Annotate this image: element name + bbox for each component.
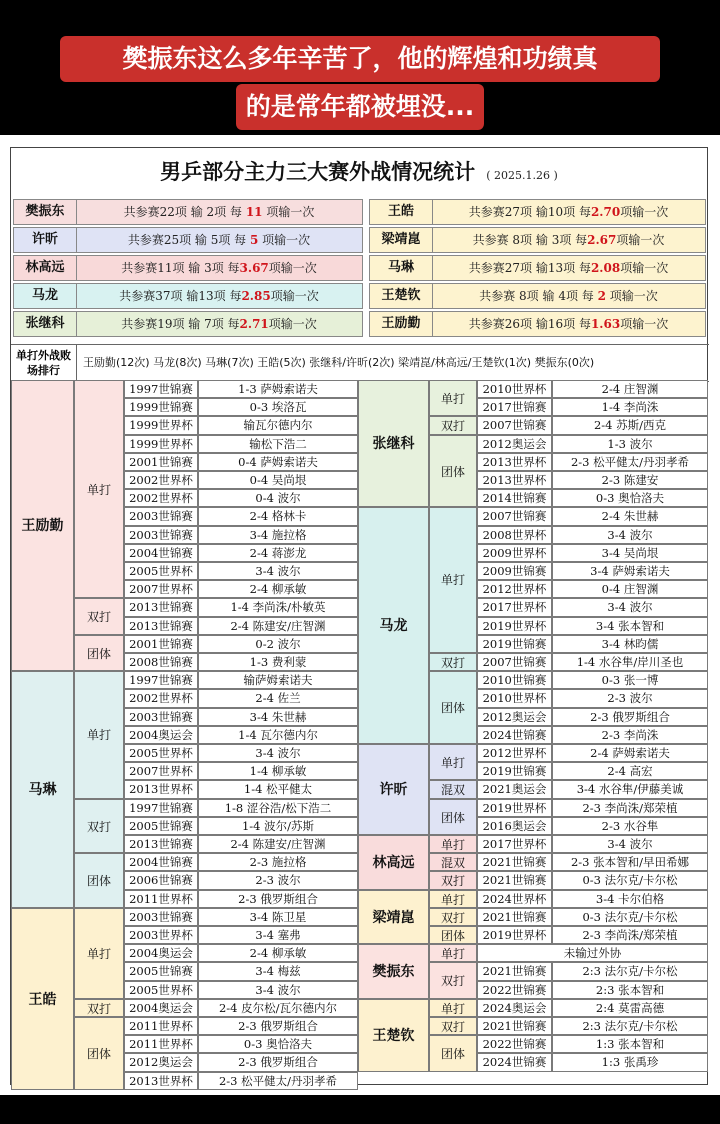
match-result-cell: 3-4 波尔 bbox=[552, 835, 708, 853]
summary-text-end: 项输一次 bbox=[620, 317, 669, 331]
match-event-cell: 2013世界杯 bbox=[477, 471, 552, 489]
match-event-cell: 2004世锦赛 bbox=[124, 544, 198, 562]
match-event-cell: 2010世界杯 bbox=[477, 380, 552, 398]
match-result-cell: 3-4 张本智和 bbox=[552, 617, 708, 635]
loss-ranking-row bbox=[11, 344, 709, 382]
summary-rate: 2.71 bbox=[239, 317, 269, 331]
event-category-cell: 单打 bbox=[74, 908, 124, 999]
event-category-cell: 双打 bbox=[429, 653, 477, 671]
match-event-cell: 2001世锦赛 bbox=[124, 635, 198, 653]
summary-text-end: 项输一次 bbox=[620, 261, 669, 275]
match-event-cell: 2002世界杯 bbox=[124, 689, 198, 707]
event-category-cell: 混双 bbox=[429, 780, 477, 798]
table-date: ( 2025.1.26 ) bbox=[486, 169, 558, 182]
summary-record bbox=[76, 312, 362, 336]
match-result-cell: 2-4 高宏 bbox=[552, 762, 708, 780]
match-result-cell: 输瓦尔德内尔 bbox=[198, 416, 358, 434]
match-result-cell: 2-4 陈建安/庄智渊 bbox=[198, 835, 358, 853]
match-event-cell: 2009世锦赛 bbox=[477, 562, 552, 580]
match-result-cell: 3-4 朱世赫 bbox=[198, 708, 358, 726]
summary-text: 共参赛27项 输13项 每 bbox=[468, 261, 591, 275]
event-category-cell: 单打 bbox=[429, 890, 477, 908]
event-category-cell: 双打 bbox=[429, 962, 477, 998]
match-event-cell: 2021世锦赛 bbox=[477, 962, 552, 980]
match-event-cell: 2011世界杯 bbox=[124, 890, 198, 908]
event-category-cell: 团体 bbox=[74, 853, 124, 908]
post-caption bbox=[60, 36, 660, 130]
match-event-cell: 2017世界杯 bbox=[477, 835, 552, 853]
match-event-cell: 2019世界杯 bbox=[477, 617, 552, 635]
match-event-cell: 2003世锦赛 bbox=[124, 526, 198, 544]
summary-rate: 2.85 bbox=[241, 289, 271, 303]
match-event-cell: 2006世锦赛 bbox=[124, 871, 198, 889]
match-result-cell: 2:3 张本智和 bbox=[552, 981, 708, 999]
player-name-cell: 林高远 bbox=[358, 835, 429, 890]
match-event-cell: 2013世界杯 bbox=[124, 1072, 198, 1090]
match-result-cell: 3-4 吴尚垠 bbox=[552, 544, 708, 562]
summary-row bbox=[13, 227, 363, 253]
match-event-cell: 2022世锦赛 bbox=[477, 981, 552, 999]
match-event-cell: 2024奥运会 bbox=[477, 999, 552, 1017]
table-title: 男乒部分主力三大赛外战情况统计 bbox=[160, 160, 476, 184]
summary-row bbox=[369, 227, 706, 253]
summary-record bbox=[432, 256, 705, 280]
match-event-cell: 2002世界杯 bbox=[124, 489, 198, 507]
summary-text-end: 项输一次 bbox=[620, 205, 669, 219]
summary-text: 共参赛11项 输 3项 每 bbox=[121, 261, 240, 275]
match-event-cell: 1999世界杯 bbox=[124, 416, 198, 434]
player-name-cell: 许昕 bbox=[358, 744, 429, 835]
match-result-cell: 2-3 松平健太/丹羽孝希 bbox=[198, 1072, 358, 1090]
match-result-cell: 2:4 莫雷高德 bbox=[552, 999, 708, 1017]
match-event-cell: 2003世锦赛 bbox=[124, 708, 198, 726]
match-event-cell: 2024世界杯 bbox=[477, 890, 552, 908]
match-result-cell: 2-3 陈建安 bbox=[552, 471, 708, 489]
match-event-cell: 2013世界杯 bbox=[124, 780, 198, 798]
match-result-cell: 2-4 蒋澎龙 bbox=[198, 544, 358, 562]
player-name-cell: 马琳 bbox=[11, 671, 74, 908]
match-event-cell: 2005世锦赛 bbox=[124, 962, 198, 980]
player-name-cell: 王楚钦 bbox=[358, 999, 429, 1072]
summary-text: 共参赛26项 输16项 每 bbox=[468, 317, 591, 331]
match-event-cell: 1997世锦赛 bbox=[124, 671, 198, 689]
match-event-cell: 1999世界杯 bbox=[124, 435, 198, 453]
summary-text-end: 项输一次 bbox=[262, 205, 315, 219]
match-event-cell: 2004奥运会 bbox=[124, 999, 198, 1017]
event-category-cell: 双打 bbox=[74, 598, 124, 634]
match-result-cell: 1-4 水谷隼/岸川圣也 bbox=[552, 653, 708, 671]
summary-rate: 2.08 bbox=[590, 261, 621, 275]
match-result-cell: 输松下浩二 bbox=[198, 435, 358, 453]
summary-text: 共参赛 8项 输 3项 每 bbox=[472, 233, 588, 247]
match-result-cell: 3-4 波尔 bbox=[552, 598, 708, 616]
summary-text: 共参赛37项 输13项 每 bbox=[119, 289, 242, 303]
match-event-cell: 2021世锦赛 bbox=[477, 871, 552, 889]
player-name-cell: 马龙 bbox=[358, 507, 429, 744]
match-event-cell: 2010世锦赛 bbox=[477, 671, 552, 689]
event-category-cell: 单打 bbox=[429, 999, 477, 1017]
match-result-cell: 2-3 施拉格 bbox=[198, 853, 358, 871]
event-category-cell: 双打 bbox=[429, 1017, 477, 1035]
summary-rate: 11 bbox=[245, 205, 263, 219]
caption-line-2: 的是常年都被埋没... bbox=[236, 84, 485, 130]
match-event-cell: 2014世锦赛 bbox=[477, 489, 552, 507]
summary-record bbox=[76, 228, 362, 252]
event-category-cell: 团体 bbox=[74, 1017, 124, 1090]
match-result-cell: 2-3 波尔 bbox=[198, 871, 358, 889]
match-result-cell: 0-4 吴尚垠 bbox=[198, 471, 358, 489]
match-event-cell: 2007世界杯 bbox=[124, 762, 198, 780]
match-event-cell: 2003世锦赛 bbox=[124, 507, 198, 525]
match-event-cell: 2013世锦赛 bbox=[124, 617, 198, 635]
match-result-cell: 2:3 法尔克/卡尔松 bbox=[552, 962, 708, 980]
event-category-cell: 团体 bbox=[429, 926, 477, 944]
match-event-cell: 2024世锦赛 bbox=[477, 1053, 552, 1071]
stats-table bbox=[10, 147, 708, 1088]
event-category-cell: 团体 bbox=[429, 435, 477, 508]
event-category-cell: 双打 bbox=[429, 908, 477, 926]
match-event-cell: 2002世界杯 bbox=[124, 471, 198, 489]
summary-record bbox=[432, 200, 705, 224]
match-result-cell: 2-4 佐兰 bbox=[198, 689, 358, 707]
match-result-cell: 2-4 庄智渊 bbox=[552, 380, 708, 398]
match-event-cell: 2004世锦赛 bbox=[124, 853, 198, 871]
match-result-cell: 2-3 李尚洙 bbox=[552, 726, 708, 744]
match-event-cell: 1997世锦赛 bbox=[124, 380, 198, 398]
match-event-cell: 2012世界杯 bbox=[477, 580, 552, 598]
match-event-cell: 2013世界杯 bbox=[477, 453, 552, 471]
match-event-cell: 2005世界杯 bbox=[124, 981, 198, 999]
summary-text-end: 项输一次 bbox=[605, 289, 658, 303]
summary-text: 共参赛27项 输10项 每 bbox=[468, 205, 591, 219]
event-category-cell: 团体 bbox=[74, 635, 124, 671]
player-name-cell: 张继科 bbox=[358, 380, 429, 507]
summary-player-name: 王励勤 bbox=[370, 312, 433, 336]
match-result-cell: 2-4 柳承敏 bbox=[198, 580, 358, 598]
match-event-cell: 2019世界杯 bbox=[477, 799, 552, 817]
match-event-cell: 2005世界杯 bbox=[124, 744, 198, 762]
match-event-cell: 2012奥运会 bbox=[477, 708, 552, 726]
match-event-cell: 2011世界杯 bbox=[124, 1035, 198, 1053]
match-result-cell: 2-3 俄罗斯组合 bbox=[552, 708, 708, 726]
event-category-cell: 团体 bbox=[429, 799, 477, 835]
summary-row bbox=[13, 311, 363, 337]
match-result-cell: 0-3 奥恰洛夫 bbox=[198, 1035, 358, 1053]
match-event-cell: 1999世锦赛 bbox=[124, 398, 198, 416]
summary-text: 共参赛22项 输 2项 每 bbox=[123, 205, 246, 219]
summary-record bbox=[432, 312, 705, 336]
match-result-cell: 1-4 李尚洙 bbox=[552, 398, 708, 416]
match-event-cell: 2005世锦赛 bbox=[124, 817, 198, 835]
match-event-cell: 2009世界杯 bbox=[477, 544, 552, 562]
match-result-cell: 0-3 埃洛瓦 bbox=[198, 398, 358, 416]
event-category-cell: 单打 bbox=[429, 835, 477, 853]
summary-text-end: 项输一次 bbox=[270, 289, 319, 303]
match-event-cell: 2021世锦赛 bbox=[477, 908, 552, 926]
match-event-cell: 2012世界杯 bbox=[477, 744, 552, 762]
event-category-cell: 单打 bbox=[74, 380, 124, 598]
event-category-cell: 单打 bbox=[429, 507, 477, 653]
summary-player-name: 梁靖崑 bbox=[370, 228, 433, 252]
event-category-cell: 混双 bbox=[429, 853, 477, 871]
match-result-cell: 2-4 皮尔松/瓦尔德内尔 bbox=[198, 999, 358, 1017]
event-category-cell: 团体 bbox=[429, 671, 477, 744]
match-event-cell: 2021奥运会 bbox=[477, 780, 552, 798]
summary-rate: 2 bbox=[597, 289, 606, 303]
match-event-cell: 2007世锦赛 bbox=[477, 507, 552, 525]
event-category-cell: 单打 bbox=[429, 380, 477, 416]
match-event-cell: 2010世界杯 bbox=[477, 689, 552, 707]
table-title-bar bbox=[11, 148, 707, 196]
match-result-cell: 2-3 水谷隼 bbox=[552, 817, 708, 835]
event-category-cell: 单打 bbox=[429, 944, 477, 962]
match-event-cell: 2003世界杯 bbox=[124, 926, 198, 944]
match-result-cell: 3-4 陈卫星 bbox=[198, 908, 358, 926]
match-result-cell: 2-3 松平健太/丹羽孝希 bbox=[552, 453, 708, 471]
match-result-cell: 2-4 柳承敏 bbox=[198, 944, 358, 962]
summary-player-name: 马琳 bbox=[370, 256, 433, 280]
match-result-cell: 1-3 波尔 bbox=[552, 435, 708, 453]
match-event-cell: 2019世锦赛 bbox=[477, 762, 552, 780]
summary-rate: 2.70 bbox=[590, 205, 621, 219]
caption-line-1: 樊振东这么多年辛苦了，他的辉煌和功绩真 bbox=[60, 36, 660, 82]
summary-row bbox=[369, 255, 706, 281]
match-event-cell: 2011世界杯 bbox=[124, 1017, 198, 1035]
summary-record bbox=[76, 200, 362, 224]
match-result-cell: 1:3 张禹珍 bbox=[552, 1053, 708, 1071]
match-result-cell: 2-4 朱世赫 bbox=[552, 507, 708, 525]
match-result-cell: 3-4 波尔 bbox=[198, 744, 358, 762]
match-result-cell: 2-4 陈建安/庄智渊 bbox=[198, 617, 358, 635]
event-category-cell: 双打 bbox=[74, 799, 124, 854]
match-event-cell: 2019世锦赛 bbox=[477, 635, 552, 653]
match-event-cell: 2022世锦赛 bbox=[477, 1035, 552, 1053]
match-result-cell: 0-4 萨姆索诺夫 bbox=[198, 453, 358, 471]
match-result-cell: 1-4 瓦尔德内尔 bbox=[198, 726, 358, 744]
match-event-cell: 2008世界杯 bbox=[477, 526, 552, 544]
match-event-cell: 2003世锦赛 bbox=[124, 908, 198, 926]
summary-rate: 5 bbox=[249, 233, 259, 247]
match-event-cell: 2004奥运会 bbox=[124, 726, 198, 744]
summary-row bbox=[13, 199, 363, 225]
summary-player-name: 林高远 bbox=[14, 256, 77, 280]
match-result-cell: 3-4 波尔 bbox=[198, 981, 358, 999]
match-event-cell: 2017世锦赛 bbox=[477, 398, 552, 416]
match-event-cell: 2007世锦赛 bbox=[477, 653, 552, 671]
match-event-cell: 2005世界杯 bbox=[124, 562, 198, 580]
summary-rate: 3.67 bbox=[239, 261, 269, 275]
player-name-cell: 王励勤 bbox=[11, 380, 74, 671]
summary-text-end: 项输一次 bbox=[616, 233, 665, 247]
match-result-cell: 2-3 波尔 bbox=[552, 689, 708, 707]
match-result-cell: 3-4 梅兹 bbox=[198, 962, 358, 980]
match-result-cell: 1-3 萨姆索诺夫 bbox=[198, 380, 358, 398]
match-result-cell: 1-4 波尔/苏斯 bbox=[198, 817, 358, 835]
match-result-cell: 3-4 卡尔伯格 bbox=[552, 890, 708, 908]
match-result-cell: 2:3 法尔克/卡尔松 bbox=[552, 1017, 708, 1035]
summary-text-end: 项输一次 bbox=[268, 317, 317, 331]
match-result-cell: 0-3 法尔克/卡尔松 bbox=[552, 908, 708, 926]
match-event-cell: 2024世锦赛 bbox=[477, 726, 552, 744]
match-result-cell: 2-3 李尚洙/郑荣植 bbox=[552, 926, 708, 944]
match-result-cell: 3-4 水谷隼/伊藤美诚 bbox=[552, 780, 708, 798]
match-event-cell: 2001世锦赛 bbox=[124, 453, 198, 471]
event-category-cell: 双打 bbox=[429, 416, 477, 434]
match-result-cell: 1-4 柳承敏 bbox=[198, 762, 358, 780]
match-event-cell: 2013世锦赛 bbox=[124, 835, 198, 853]
player-name-cell: 王皓 bbox=[11, 908, 74, 1090]
summary-row bbox=[13, 255, 363, 281]
match-result-cell: 1-3 费利蒙 bbox=[198, 653, 358, 671]
match-event-cell: 1997世锦赛 bbox=[124, 799, 198, 817]
stats-sheet bbox=[0, 135, 720, 1095]
match-result-cell: 2-4 苏斯/西克 bbox=[552, 416, 708, 434]
event-category-cell: 单打 bbox=[74, 671, 124, 798]
match-result-cell: 0-3 张一博 bbox=[552, 671, 708, 689]
match-result-cell: 1:3 张本智和 bbox=[552, 1035, 708, 1053]
event-category-cell: 团体 bbox=[429, 1035, 477, 1071]
event-category-cell: 单打 bbox=[429, 744, 477, 780]
match-event-cell: 2007世界杯 bbox=[124, 580, 198, 598]
loss-ranking-values: 王励勤(12次) 马龙(8次) 马琳(7次) 王皓(5次) 张继科/许昕(2次) 梁靖崑/林高远/王楚钦(1次) 樊振东(0次) bbox=[83, 356, 595, 369]
match-result-cell: 3-4 林昀儒 bbox=[552, 635, 708, 653]
match-event-cell: 2017世界杯 bbox=[477, 598, 552, 616]
match-result-cell: 2-4 萨姆索诺夫 bbox=[552, 744, 708, 762]
match-result-cell: 未输过外协 bbox=[477, 944, 708, 962]
match-event-cell: 2012奥运会 bbox=[124, 1053, 198, 1071]
match-result-cell: 2-3 李尚洙/郑荣植 bbox=[552, 799, 708, 817]
match-event-cell: 2008世锦赛 bbox=[124, 653, 198, 671]
summary-row bbox=[13, 283, 363, 309]
summary-row bbox=[369, 283, 706, 309]
match-event-cell: 2007世锦赛 bbox=[477, 416, 552, 434]
summary-row bbox=[369, 199, 706, 225]
match-event-cell: 2021世锦赛 bbox=[477, 853, 552, 871]
summary-record bbox=[432, 228, 705, 252]
summary-text: 共参赛19项 输 7项 每 bbox=[121, 317, 240, 331]
summary-row bbox=[369, 311, 706, 337]
match-result-cell: 输萨姆索诺夫 bbox=[198, 671, 358, 689]
summary-player-name: 许昕 bbox=[14, 228, 77, 252]
match-result-cell: 0-2 波尔 bbox=[198, 635, 358, 653]
match-result-cell: 3-4 施拉格 bbox=[198, 526, 358, 544]
match-event-cell: 2019世界杯 bbox=[477, 926, 552, 944]
summary-player-name: 王楚钦 bbox=[370, 284, 433, 308]
loss-ranking-label: 单打外战败场排行 bbox=[11, 345, 77, 381]
match-event-cell: 2013世锦赛 bbox=[124, 598, 198, 616]
match-result-cell: 2-3 张本智和/早田希娜 bbox=[552, 853, 708, 871]
match-result-cell: 2-3 俄罗斯组合 bbox=[198, 1017, 358, 1035]
match-result-cell: 3-4 波尔 bbox=[552, 526, 708, 544]
match-result-cell: 0-4 波尔 bbox=[198, 489, 358, 507]
summary-text: 共参赛 8项 输 4项 每 bbox=[479, 289, 598, 303]
match-result-cell: 2-4 格林卡 bbox=[198, 507, 358, 525]
match-result-cell: 0-3 法尔克/卡尔松 bbox=[552, 871, 708, 889]
match-result-cell: 0-3 奥恰洛夫 bbox=[552, 489, 708, 507]
summary-text-end: 项输一次 bbox=[258, 233, 311, 247]
match-result-cell: 1-4 李尚洙/朴敏英 bbox=[198, 598, 358, 616]
summary-rate: 2.67 bbox=[587, 233, 617, 247]
player-name-cell: 樊振东 bbox=[358, 944, 429, 999]
summary-rate: 1.63 bbox=[590, 317, 621, 331]
match-event-cell: 2004奥运会 bbox=[124, 944, 198, 962]
match-result-cell: 0-4 庄智渊 bbox=[552, 580, 708, 598]
summary-record bbox=[76, 256, 362, 280]
event-category-cell: 双打 bbox=[429, 871, 477, 889]
match-result-cell: 3-4 塞弗 bbox=[198, 926, 358, 944]
match-event-cell: 2021世锦赛 bbox=[477, 1017, 552, 1035]
summary-player-name: 张继科 bbox=[14, 312, 77, 336]
summary-player-name: 樊振东 bbox=[14, 200, 77, 224]
match-event-cell: 2012奥运会 bbox=[477, 435, 552, 453]
match-result-cell: 2-3 俄罗斯组合 bbox=[198, 1053, 358, 1071]
match-result-cell: 1-8 涩谷浩/松下浩二 bbox=[198, 799, 358, 817]
summary-record bbox=[76, 284, 362, 308]
player-name-cell: 梁靖崑 bbox=[358, 890, 429, 945]
match-result-cell: 3-4 波尔 bbox=[198, 562, 358, 580]
summary-player-name: 王皓 bbox=[370, 200, 433, 224]
match-result-cell: 3-4 萨姆索诺夫 bbox=[552, 562, 708, 580]
summary-text: 共参赛25项 输 5项 每 bbox=[127, 233, 250, 247]
event-category-cell: 双打 bbox=[74, 999, 124, 1017]
summary-text-end: 项输一次 bbox=[268, 261, 317, 275]
summary-player-name: 马龙 bbox=[14, 284, 77, 308]
summary-record bbox=[432, 284, 705, 308]
match-event-cell: 2016奥运会 bbox=[477, 817, 552, 835]
match-result-cell: 2-3 俄罗斯组合 bbox=[198, 890, 358, 908]
match-result-cell: 1-4 松平健太 bbox=[198, 780, 358, 798]
